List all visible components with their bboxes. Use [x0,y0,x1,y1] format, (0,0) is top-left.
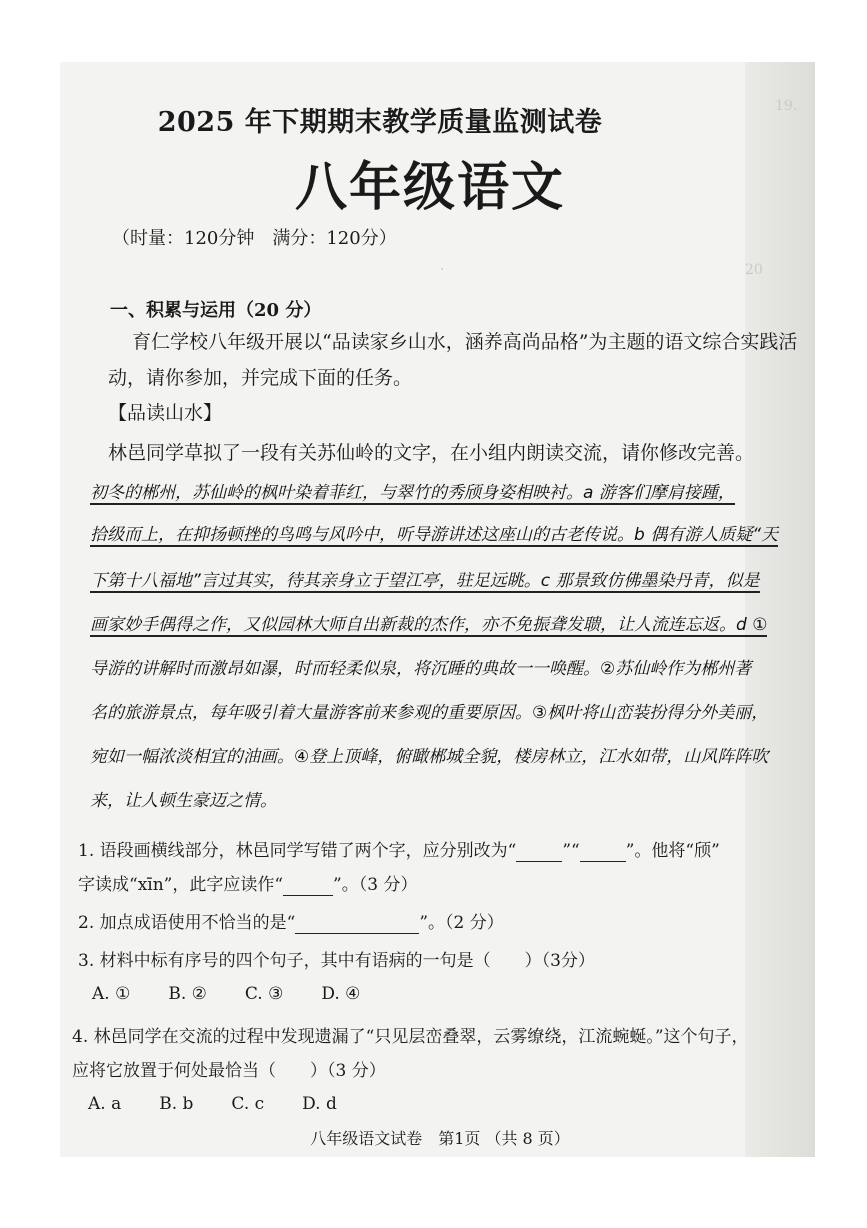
passage-line: 名的旅游景点，每年吸引着大量游客前来参观的重要原因。③枫叶将山峦装扮得分外美丽， [90,703,769,723]
section-title: 一、积累与运用（20 分） [110,300,322,321]
task-description: 林邑同学草拟了一段有关苏仙岭的文字，在小组内朗读交流，请你修改完善。 [108,442,755,464]
option-a[interactable]: A. ① [92,984,131,1004]
option-c[interactable]: C. c [231,1094,265,1114]
passage-line: 来，让人顿生豪迈之情。 [90,791,277,811]
question-4: 4. 林邑同学在交流的过程中发现遗漏了“只见层峦叠翠，云雾缭绕，江流蜿蜒。”这个句子， [72,1027,749,1047]
question-3: 3. 材料中标有序号的四个句子，其中有语病的一句是（ ）（3分） [78,951,595,971]
answer-blank[interactable] [295,913,419,934]
answer-blank[interactable] [283,875,333,896]
page-footer: 八年级语文试卷 第1页 （共 8 页） [310,1129,570,1148]
passage-line: 宛如一幅浓淡相宜的油画。④登上顶峰，俯瞰郴城全貌，楼房林立，江水如带，山风阵阵吹 [90,747,769,767]
question-1: 1. 语段画横线部分，林邑同学写错了两个字，应分别改为“ ”“ ”。他将“颀” [78,841,720,861]
question-4-cont: 应将它放置于何处最恰当（ ）（3 分） [72,1061,386,1081]
passage-line: 拾级而上，在抑扬顿挫的鸟鸣与风吟中，听导游讲述这座山的古老传说。b 偶有游人质疑“天 [90,525,779,545]
exam-meta: （时量：120分钟 满分：120分） [112,228,397,249]
option-d[interactable]: D. d [302,1094,337,1114]
passage-line: 画家妙手偶得之作，又似园林大师自出新裁的杰作，亦不免振聋发聩，让人流连忘返。d ① [90,615,768,635]
answer-blank[interactable] [516,841,562,862]
task-heading: 【品读山水】 [108,402,223,424]
section-intro: 育仁学校八年级开展以“品读家乡山水，涵养高尚品格”为主题的语文综合实践活动，请你参加，并完成下面的任务。 [108,331,798,389]
question-3-options [92,984,398,1004]
question-4-options [88,1094,375,1114]
passage-line: 下第十八福地”言过其实，待其亲身立于望江亭，驻足远眺。c 那景致仿佛墨染丹青，似是 [90,571,760,591]
option-b[interactable]: B. ② [168,984,207,1004]
answer-blank[interactable] [580,841,626,862]
question-2: 2. 加点成语使用不恰当的是“ ”。（2 分） [78,913,504,933]
option-b[interactable]: B. b [159,1094,194,1114]
passage-line: 导游的讲解时而激昂如瀑，时而轻柔似泉，将沉睡的典故一一唤醒。②苏仙岭作为郴州著 [90,659,752,679]
question-1-reading: 字读成“xīn”，此字应读作“ ”。（3 分） [78,875,418,895]
option-d[interactable]: D. ④ [321,984,361,1004]
subject-title: 八年级语文 [294,157,565,218]
option-c[interactable]: C. ③ [244,984,284,1004]
option-a[interactable]: A. a [88,1094,122,1114]
passage-line: 初冬的郴州，苏仙岭的枫叶染着菲红，与翠竹的秀颀身姿相映衬。a 游客们摩肩接踵， [90,483,735,503]
exam-page: 19. · 20 2025 年下期期末教学质量监测试卷 八年级语文 （时量：120分钟 满分：120分） 一、积累与运用（20 分） 育仁学校八年级开展以“品读家乡山水，涵养高尚品格”为主题的语文综合实践活动，请你参加，并完成下面的任务。 【品读山水】 林邑同学草拟了一段有关苏仙岭的文字，在小组内朗读交流，请你修改完善。 初冬的郴州，苏仙岭的枫叶染着菲红，与翠竹的秀颀身姿相映衬。a 游客们摩肩接踵， 拾级而上，在抑扬顿挫的鸟鸣与风吟中，听导游讲述这座山的古老传说。b 偶有游人质疑“天 下第十八福地”言过其实，待其亲身立于望江亭，驻足远眺。c 那景致仿佛墨染丹青，似是 画家妙手偶得之作，又似园林大师自出新裁的杰作，亦不免振聋发聩，让人流连忘返。d ① 导游的讲解时而激昂如瀑，时而轻柔似泉，将沉睡的典故一一唤醒。②苏仙岭作为郴州著 名的旅游景点，每年吸引着大量游客前来参观的重要原因。③枫叶将山峦装扮得分外美丽， 宛如一幅浓淡相宜的油画。④登上顶峰，俯瞰郴城全貌，楼房林立，江水如带，山风阵阵吹 来，让人顿生豪迈之情。 1. 语段画横线部分，林邑同学写错了两个字，应分别改为“ ”“ ”。他将“颀” 字读成“xīn”，此字应读作“ ”。（3 分） 2. 加点成语使用不恰当的是“ ”。（2 分） 3. 材料中标有序号的四个句子，其中有语病的一句是（ ）（3分） A. ① B. ② C. ③ D. ④ 4. 林邑同学在交流的过程中发现遗漏了“只见层峦叠翠，云雾缭绕，江流蜿蜒。”这个句子， 应将它放置于何处最恰当（ ）（3 分） A. a B. b C. c D. d 八年级语文试卷 第1页 （共 8 页） [0,0,867,1228]
exam-title: 2025 年下期期末教学质量监测试卷 [157,107,603,138]
